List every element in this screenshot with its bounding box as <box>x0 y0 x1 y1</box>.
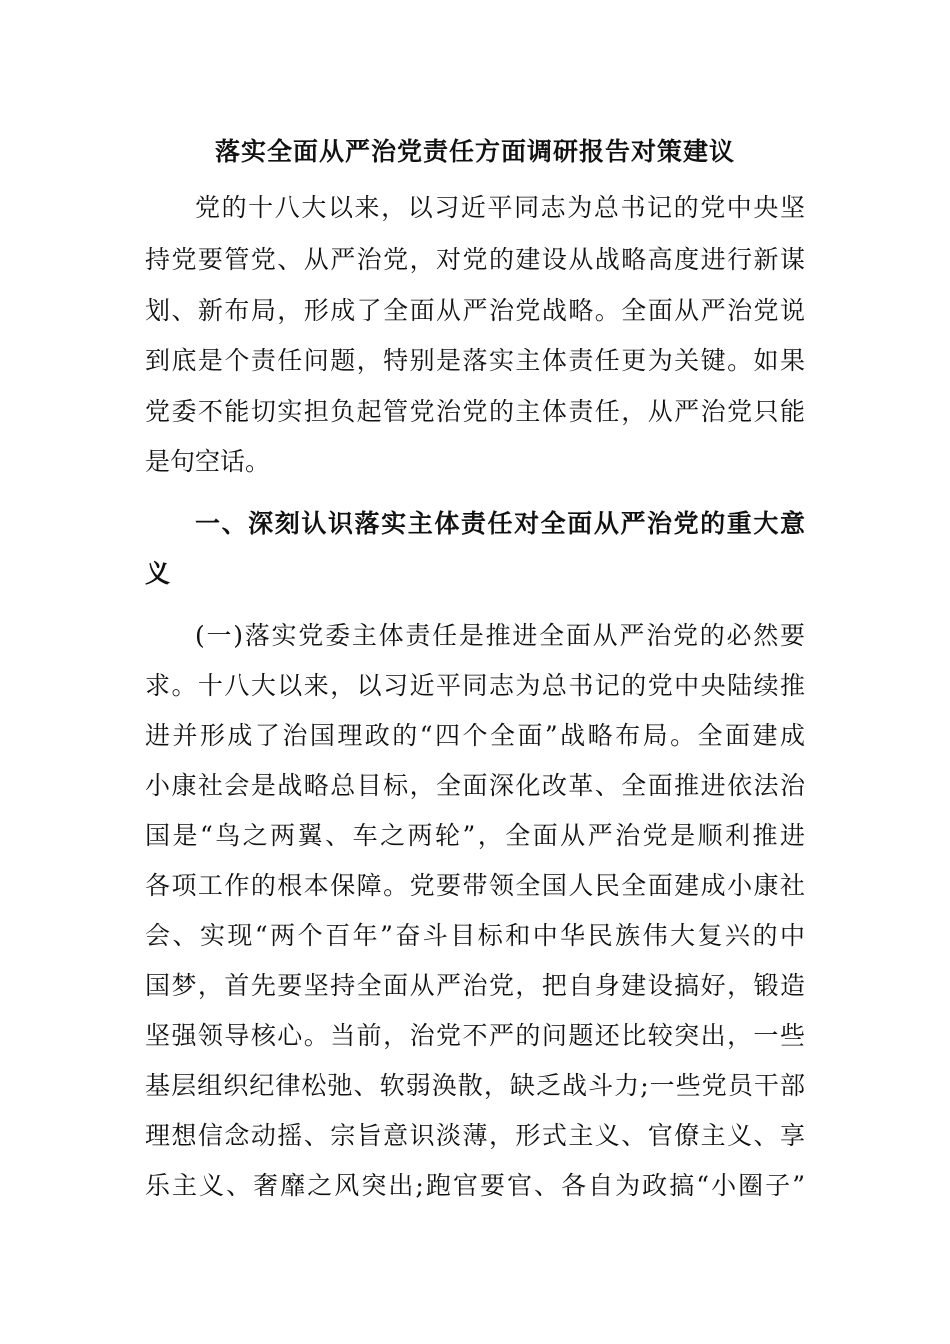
intro-line: 划、新布局，形成了全面从严治党战略。全面从严治党说 <box>145 296 805 325</box>
section-heading: 义 <box>145 559 171 588</box>
document-title: 落实全面从严治党责任方面调研报告对策建议 <box>214 137 735 166</box>
section-line: 理想信念动摇、宗旨意识淡薄，形式主义、官僚主义、享 <box>145 1121 805 1150</box>
section-line: 坚强领导核心。当前，治党不严的问题还比较突出，一些 <box>145 1021 805 1050</box>
section-line: 国梦，首先要坚持全面从严治党，把自身建设搞好，锻造 <box>145 971 805 1000</box>
section-line: 会、实现“两个百年”奋斗目标和中华民族伟大复兴的中 <box>145 921 805 950</box>
intro-line: 党的十八大以来，以习近平同志为总书记的党中央坚 <box>195 193 805 222</box>
intro-line: 持党要管党、从严治党，对党的建设从战略高度进行新谋 <box>145 245 805 274</box>
section-line: 小康社会是战略总目标，全面深化改革、全面推进依法治 <box>145 771 805 800</box>
section-line: 基层组织纪律松弛、软弱涣散，缺乏战斗力;一些党员干部 <box>145 1071 805 1100</box>
intro-line: 党委不能切实担负起管党治党的主体责任，从严治党只能 <box>145 397 805 426</box>
section-line: 进并形成了治国理政的“四个全面”战略布局。全面建成 <box>145 721 805 750</box>
section-line: 国是“鸟之两翼、车之两轮”，全面从严治党是顺利推进 <box>145 821 805 850</box>
section-heading: 一、深刻认识落实主体责任对全面从严治党的重大意 <box>195 509 805 538</box>
section-line: 乐主义、奢靡之风突出;跑官要官、各自为政搞“小圈子” <box>145 1171 805 1200</box>
intro-line: 到底是个责任问题，特别是落实主体责任更为关键。如果 <box>145 346 805 375</box>
section-line: (一)落实党委主体责任是推进全面从严治党的必然要 <box>195 621 805 650</box>
section-line: 各项工作的根本保障。党要带领全国人民全面建成小康社 <box>145 871 805 900</box>
section-line: 求。十八大以来，以习近平同志为总书记的党中央陆续推 <box>145 671 805 700</box>
intro-line: 是句空话。 <box>145 447 271 476</box>
